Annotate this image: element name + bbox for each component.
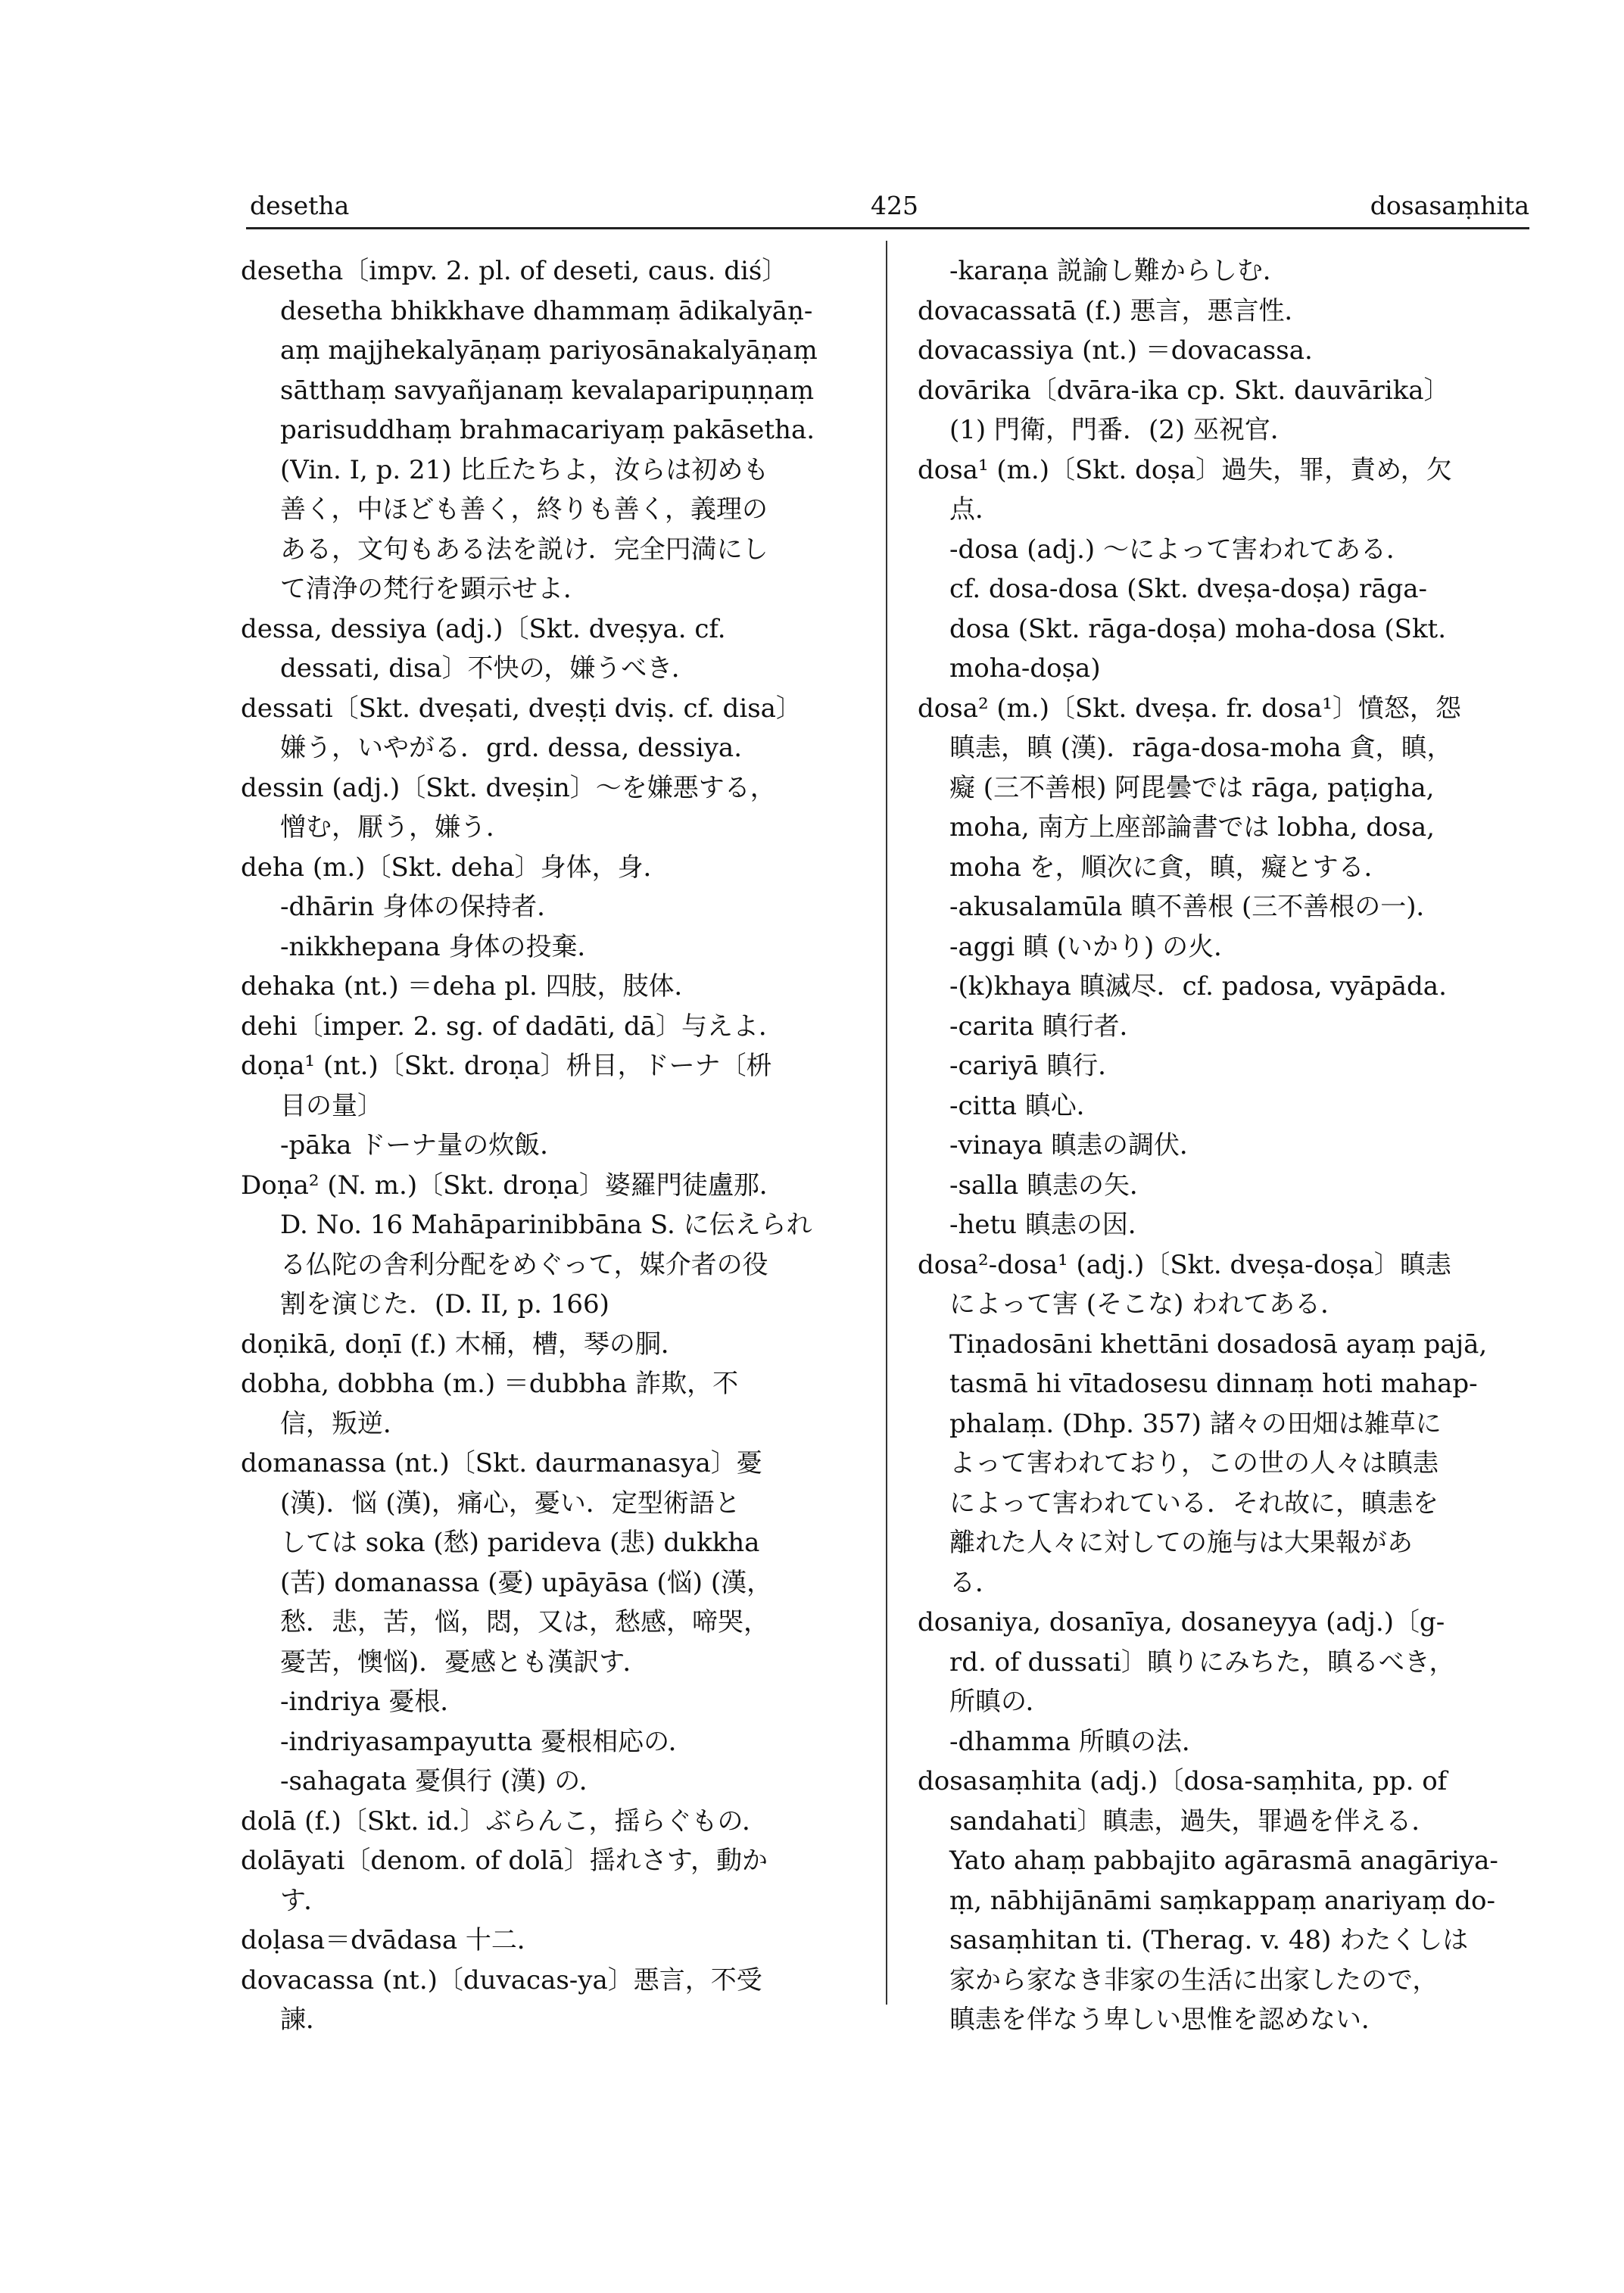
entry-continuation-line: -dhārin 身体の保持者．	[280, 892, 563, 922]
entry-continuation-line: 割を演じた．(D. II, p. 166)	[280, 1289, 609, 1319]
entry-continuation-line: -cariyā 瞋行．	[949, 1051, 1124, 1081]
entry-continuation-line: desetha bhikkhave dhammaṃ ādikalyāṇ-	[280, 295, 813, 326]
entry-headword-line: dovacassa (nt.)〔duvacas-ya〕悪言，不受	[241, 1964, 762, 1995]
entry-continuation-line: て清浄の梵行を顕示せよ．	[280, 574, 589, 604]
entry-headword-line: dosasaṃhita (adj.)〔dosa-saṃhita, pp. of	[918, 1766, 1448, 1796]
entry-headword-line: dosaniya, dosanīya, dosaneyya (adj.)〔g-	[918, 1607, 1445, 1637]
entry-continuation-line: 点．	[949, 494, 1001, 525]
entry-continuation-line: dosa (Skt. rāga-doṣa) moha-dosa (Skt.	[949, 613, 1447, 644]
entry-continuation-line: る仏陀の舎利分配をめぐって，媒介者の役	[280, 1249, 768, 1280]
entry-headword-line: dosa²-dosa¹ (adj.)〔Skt. dveṣa-doṣa〕瞋恚	[918, 1249, 1451, 1280]
page-number: 425	[871, 191, 918, 220]
entry-continuation-line: -hetu 瞋恚の因．	[949, 1210, 1154, 1240]
entry-continuation-line: -dosa (adj.) ～によって害われてある．	[949, 534, 1412, 565]
entry-continuation-line: tasmā hi vītadosesu dinnaṃ hoti mahap-	[949, 1369, 1478, 1399]
entry-headword-line: dessati〔Skt. dveṣati, dveṣṭi dviṣ. cf. disa〕	[241, 693, 802, 724]
entry-continuation-line: -indriyasampayutta 憂根相応の．	[280, 1726, 694, 1757]
entry-headword-line: dovacassatā (f.) 悪言，悪言性．	[918, 295, 1311, 326]
entry-continuation-line: 離れた人々に対しての施与は大果報があ	[949, 1528, 1413, 1558]
entry-continuation-line: cf. dosa-dosa (Skt. dveṣa-doṣa) rāga-	[949, 574, 1428, 604]
entry-continuation-line: -(k)khaya 瞋滅尽．cf. padosa, vyāpāda.	[949, 971, 1447, 1002]
entry-headword-line: domanassa (nt.)〔Skt. daurmanasya〕憂	[241, 1448, 762, 1478]
entry-headword-line: dovacassiya (nt.) ＝dovacassa.	[918, 335, 1313, 366]
entry-continuation-line: phalaṃ. (Dhp. 357) 諸々の田畑は雑草に	[949, 1408, 1442, 1439]
entry-continuation-line: によって害われている．それ故に，瞋恚を	[949, 1488, 1439, 1519]
entry-headword-line: desetha〔impv. 2. pl. of deseti, caus. diś〕	[241, 256, 788, 286]
entry-continuation-line: 瞋恚，瞋 (漢)．rāga-dosa-moha 貪，瞋，	[949, 733, 1453, 763]
entry-continuation-line: 憎む，厭う，嫌う．	[280, 812, 512, 843]
right-guide-word: dosasaṃhita	[1370, 191, 1529, 220]
entry-continuation-line: sātthaṃ savyañjanaṃ kevalaparipuṇṇaṃ	[280, 375, 815, 406]
entry-continuation-line: moha を，順次に貪，瞋，癡とする．	[949, 852, 1390, 883]
entry-headword-line: dobha, dobbha (m.) ＝dubbha 詐欺，不	[241, 1369, 739, 1399]
entry-continuation-line: 諫．	[280, 2005, 332, 2035]
entry-continuation-line: ṃ, nābhijānāmi saṃkappaṃ anariyaṃ do-	[949, 1885, 1495, 1916]
entry-continuation-line: (苦) domanassa (憂) upāyāsa (悩) (漢，	[280, 1567, 773, 1598]
entry-headword-line: dessin (adj.)〔Skt. dveṣin〕～を嫌悪する，	[241, 772, 776, 803]
entry-headword-line: Doṇa² (N. m.)〔Skt. droṇa〕婆羅門徒盧那．	[241, 1170, 785, 1201]
entry-continuation-line: によって害 (そこな) われてある．	[949, 1289, 1347, 1319]
left-column	[241, 251, 862, 2040]
entry-continuation-line: (漢)．悩 (漢)，痛心，憂い．定型術語と	[280, 1488, 740, 1519]
entry-headword-line: dehi〔imper. 2. sg. of dadāti, dā〕与えよ．	[241, 1011, 784, 1042]
entry-continuation-line: -indriya 憂根．	[280, 1687, 466, 1717]
entry-continuation-line: -salla 瞋恚の矢．	[949, 1170, 1156, 1201]
entry-continuation-line: sandahati〕瞋恚，過失，罪過を伴える．	[949, 1805, 1438, 1837]
entry-headword-line: doṇa¹ (nt.)〔Skt. droṇa〕枡目，ドーナ〔枡	[241, 1051, 772, 1081]
entry-continuation-line: 善く，中ほども善く，終りも善く，義理の	[280, 494, 768, 525]
entry-continuation-line: ある，文句もある法を説け．完全円満にし	[280, 534, 768, 565]
entry-headword-line: dovārika〔dvāra-ika cp. Skt. dauvārika〕	[918, 375, 1450, 406]
entry-continuation-line: 目の量〕	[280, 1090, 383, 1121]
entry-headword-line: dosa¹ (m.)〔Skt. doṣa〕過失，罪，責め，欠	[918, 454, 1452, 485]
entry-continuation-line: 憂苦，懊悩)．憂感とも漢訳す．	[280, 1647, 649, 1678]
entry-continuation-line: sasaṃhitan ti. (Therag. v. 48) わたくしは	[949, 1925, 1469, 1955]
entry-continuation-line: dessati, disa〕不快の，嫌うべき．	[280, 653, 697, 684]
entry-continuation-line: rd. of dussati〕瞋りにみちた，瞋るべき，	[949, 1647, 1455, 1678]
header-rule	[246, 227, 1529, 229]
entry-continuation-line: 瞋恚を伴なう卑しい思惟を認めない．	[949, 2005, 1387, 2035]
entry-continuation-line: よって害われており，この世の人々は瞋恚	[949, 1448, 1439, 1478]
entry-continuation-line: Yato ahaṃ pabbajito agārasmā anagāriya-	[949, 1846, 1498, 1876]
entry-continuation-line: (Vin. I, p. 21) 比丘たちよ，汝らは初めも	[280, 454, 769, 485]
entry-continuation-line: Tiṇadosāni khettāni dosadosā ayaṃ pajā,	[949, 1329, 1488, 1360]
column-divider	[886, 241, 887, 2005]
entry-headword-line: doṇikā, doṇī (f.) 木桶，槽，琴の胴．	[241, 1329, 687, 1360]
entry-continuation-line: す．	[280, 1885, 330, 1916]
entry-continuation-line: moha-doṣa)	[949, 653, 1101, 684]
entry-headword-line: dolā (f.)〔Skt. id.〕ぶらんこ，揺らぐもの．	[241, 1805, 768, 1837]
entry-continuation-line: -dhamma 所瞋の法．	[949, 1726, 1208, 1757]
entry-continuation-line: moha, 南方上座部論書では lobha, dosa,	[949, 812, 1435, 843]
entry-continuation-line: 信，叛逆．	[280, 1408, 409, 1439]
entry-headword-line: doḷasa＝dvādasa 十二．	[241, 1925, 543, 1955]
entry-continuation-line: -aggi 瞋 (いかり) の火．	[949, 931, 1240, 962]
entry-continuation-line: る．	[949, 1567, 1001, 1598]
entry-continuation-line: -karaṇa 説諭し難からしむ．	[949, 256, 1289, 286]
entry-headword-line: dolāyati〔denom. of dolā〕揺れさす，動か	[241, 1846, 768, 1876]
entry-headword-line: dessa, dessiya (adj.)〔Skt. dveṣya. cf.	[241, 613, 726, 644]
entry-continuation-line: -vinaya 瞋恚の調伏．	[949, 1130, 1206, 1161]
entry-continuation-line: しては soka (愁) parideva (悲) dukkha	[280, 1528, 760, 1558]
running-header	[250, 191, 1529, 236]
entry-continuation-line: 癡 (三不善根) 阿毘曇では rāga, paṭigha,	[949, 772, 1435, 803]
right-column	[918, 251, 1532, 2040]
left-guide-word: desetha	[250, 191, 350, 220]
entry-continuation-line: aṃ majjhekalyāṇaṃ pariyosānakalyāṇaṃ	[280, 335, 818, 366]
entry-continuation-line: 愁．悲，苦，悩，悶，又は，愁感，啼哭，	[280, 1607, 769, 1637]
entry-continuation-line: -carita 瞋行者．	[949, 1011, 1146, 1042]
entry-continuation-line: -pāka ドーナ量の炊飯．	[280, 1130, 566, 1161]
entry-continuation-line: -sahagata 憂俱行 (漢) の．	[280, 1766, 605, 1796]
entry-continuation-line: 家から家なき非家の生活に出家したので，	[949, 1964, 1439, 1995]
entry-continuation-line: -citta 瞋心．	[949, 1090, 1102, 1121]
entry-continuation-line: 所瞋の．	[949, 1687, 1052, 1717]
entry-continuation-line: 嫌う，いやがる．grd. dessa, dessiya.	[280, 733, 743, 763]
entry-headword-line: deha (m.)〔Skt. deha〕身体，身．	[241, 852, 669, 883]
entry-continuation-line: -akusalamūla 瞋不善根 (三不善根の一)．	[949, 892, 1442, 922]
entry-continuation-line: (1) 門衛，門番．(2) 巫祝官．	[949, 415, 1296, 445]
entry-headword-line: dehaka (nt.) ＝deha pl. 四肢，肢体．	[241, 971, 700, 1002]
entry-continuation-line: D. No. 16 Mahāparinibbāna S. に伝えられ	[280, 1210, 812, 1240]
entry-continuation-line: parisuddhaṃ brahmacariyaṃ pakāsetha.	[280, 415, 815, 445]
entry-continuation-line: -nikkhepana 身体の投棄．	[280, 931, 603, 962]
entry-headword-line: dosa² (m.)〔Skt. dveṣa. fr. dosa¹〕憤怒，怨	[918, 693, 1461, 724]
